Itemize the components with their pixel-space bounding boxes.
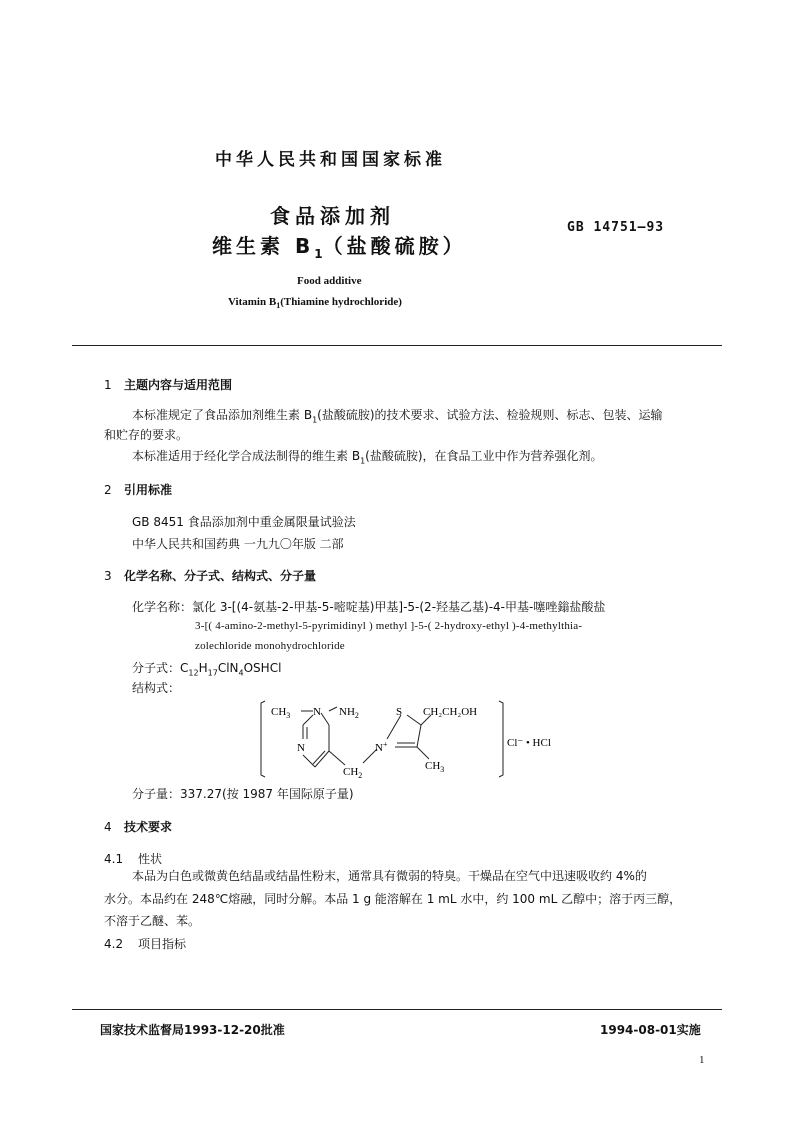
thiazolium-ring — [387, 715, 431, 759]
title-food-additive: 食品添加剂 — [270, 204, 395, 228]
title-line2-suffix: （盐酸硫胺） — [322, 234, 467, 258]
struct-s-atom: S — [396, 706, 403, 718]
formula-rest: OSHCl — [243, 661, 282, 675]
section-2-number: 2 — [104, 483, 112, 497]
mw-label: 分子量： — [132, 787, 181, 801]
structural-formula — [255, 695, 575, 783]
right-bracket — [499, 701, 503, 777]
section-1-paragraph-1 — [132, 405, 663, 430]
mw-value: 337.27(按 1987 年国际原子量) — [180, 787, 354, 801]
chemical-name-en-line1: 3-[( 4-amino-2-methyl-5-pyrimidinyl ) methyl ]-5-( 2-hydroxy-ethyl )-4-methylthia- — [195, 620, 583, 632]
section-3-title: 化学名称、分子式、结构式、分子量 — [124, 569, 317, 583]
section-4-1-heading — [104, 850, 162, 867]
section-4-2-heading — [104, 935, 186, 952]
struct-n-left: N — [297, 742, 305, 754]
title-vitamin-b1 — [212, 230, 467, 261]
approval-date: 国家技术监督局1993-12-20批准 — [100, 1023, 285, 1037]
structure-label: 结构式： — [132, 681, 181, 695]
section-2-title: 引用标准 — [124, 483, 173, 497]
footer-divider — [72, 1009, 722, 1010]
struct-ch3-right: $CH_3$ — [425, 760, 445, 774]
section-4-2-title: 项目指标 — [138, 937, 187, 951]
struct-n-plus: N+ — [375, 740, 388, 754]
properties-line-1: 本品为白色或微黄色结晶或结晶性粉末，通常具有微弱的特臭。干燥品在空气中迅速吸收约 4%的 — [132, 869, 647, 883]
section-1-paragraph-2 — [132, 446, 603, 471]
section-2-heading — [104, 481, 172, 498]
english-subtitle — [228, 296, 402, 310]
s1-p2-a: 本标准适用于经化学合成法制得的维生素 B — [132, 449, 361, 463]
properties-line-2: 水分。本品约在 248℃熔融，同时分解。本品 1 g 能溶解在 1 mL 水中，约 100 mL 乙醇中；溶于丙三醇， — [104, 892, 682, 906]
formula-cln: ClN — [217, 661, 239, 675]
english-title: Food additive — [297, 275, 362, 287]
section-4-2-number: 4.2 — [104, 937, 124, 951]
molecular-formula — [132, 659, 281, 677]
s1-p1-b: (盐酸硫胺)的技术要求、试验方法、检验规则、标志、包装、运输 — [317, 408, 663, 422]
section-4-heading — [104, 818, 172, 835]
struct-ch2ch2oh: CH₂CH₂OH — [423, 706, 478, 718]
section-3-heading — [104, 567, 316, 584]
s1-p1-a: 本标准规定了食品添加剂维生素 B — [132, 408, 313, 422]
reference-pharmacopoeia: 中华人民共和国药典 一九九〇年版 二部 — [132, 537, 344, 551]
struct-counter-ion: Cl⁻ • HCl — [507, 737, 551, 749]
molecular-weight — [132, 785, 354, 802]
formula-h-sub: 17 — [207, 668, 218, 678]
s1-p2-b: (盐酸硫胺)，在食品工业中作为营养强化剂。 — [365, 449, 603, 463]
section-4-title: 技术要求 — [124, 820, 173, 834]
formula-h: H — [198, 661, 208, 675]
reference-gb8451: GB 8451 食品添加剂中重金属限量试验法 — [132, 515, 356, 529]
struct-ch2-bottom: $CH_2$ — [343, 766, 363, 780]
chemical-name-cn — [132, 598, 605, 615]
formula-c: C — [180, 661, 189, 675]
formula-n-sub: 4 — [238, 668, 244, 678]
properties-line-3: 不溶于乙醚、苯。 — [104, 914, 201, 928]
formula-label: 分子式： — [132, 661, 181, 675]
s1-p1-sub: 1 — [312, 415, 318, 425]
page-number: 1 — [699, 1054, 705, 1066]
section-1-heading — [104, 376, 232, 393]
left-bracket — [261, 701, 265, 777]
title-line2-sub: 1 — [314, 247, 323, 261]
section-4-1-number: 4.1 — [104, 852, 124, 866]
struct-nh2: $NH_2$ — [339, 706, 359, 720]
section-4-number: 4 — [104, 820, 112, 834]
struct-ch3-left: $CH_3$ — [271, 706, 291, 720]
english-subtitle-suffix: (Thiamine hydrochloride) — [280, 296, 402, 308]
section-1-number: 1 — [104, 378, 112, 392]
header-divider — [72, 345, 722, 346]
formula-c-sub: 12 — [188, 668, 199, 678]
section-3-number: 3 — [104, 569, 112, 583]
chemical-name-en-line2: zolechloride monohydrochloride — [195, 640, 345, 652]
section-1-paragraph-1-cont: 和贮存的要求。 — [104, 428, 189, 442]
section-1-title: 主题内容与适用范围 — [124, 378, 233, 392]
chemical-name-cn-text: 氯化 3-[(4-氨基-2-甲基-5-嘧啶基)甲基]-5-(2-羟基乙基)-4-甲基-噻唑鎓盐酸盐 — [192, 600, 606, 614]
s1-p2-sub: 1 — [360, 456, 366, 466]
national-standard-heading: 中华人民共和国国家标准 — [215, 150, 446, 170]
section-4-1-title: 性状 — [138, 852, 163, 866]
english-subtitle-sub: 1 — [276, 301, 281, 311]
standard-number: GB 14751—93 — [567, 220, 665, 235]
chemical-name-label: 化学名称： — [132, 600, 193, 614]
effective-date: 1994-08-01实施 — [600, 1023, 701, 1037]
english-subtitle-prefix: Vitamin B — [228, 296, 277, 308]
struct-n-top: N — [313, 706, 321, 718]
title-line2-prefix: 维生素 B — [212, 234, 315, 258]
